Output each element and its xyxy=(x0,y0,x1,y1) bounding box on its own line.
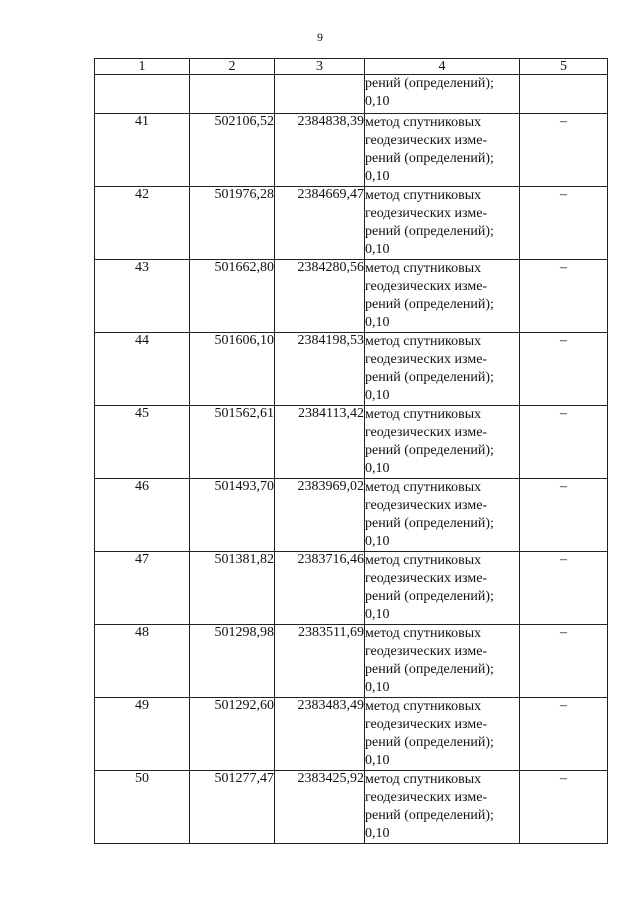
coordinate-x: 501277,47 xyxy=(190,771,275,844)
method-line: 0,10 xyxy=(365,169,390,184)
continuation-row xyxy=(95,75,608,114)
method-line: геодезических изме- xyxy=(365,206,488,221)
method-description xyxy=(365,187,520,260)
page-number: 9 xyxy=(317,30,323,44)
coordinate-y: 2383511,69 xyxy=(275,625,365,698)
method-line: метод спутниковых xyxy=(365,480,482,495)
coordinate-x: 502106,52 xyxy=(190,114,275,187)
method-line: 0,10 xyxy=(365,607,390,622)
method-description xyxy=(365,406,520,479)
point-number: 50 xyxy=(95,771,190,844)
method-line: рений (определений); xyxy=(365,224,494,239)
method-line: метод спутниковых xyxy=(365,115,482,130)
coordinate-y: 2383425,92 xyxy=(275,771,365,844)
column-header-note: 5 xyxy=(520,59,608,75)
coordinate-y: 2383969,02 xyxy=(275,479,365,552)
note-dash: – xyxy=(520,771,608,844)
continuation-cell-note xyxy=(520,75,608,114)
method-line: метод спутниковых xyxy=(365,626,482,641)
method-line: 0,10 xyxy=(365,461,390,476)
coordinate-y: 2384280,56 xyxy=(275,260,365,333)
method-description xyxy=(365,698,520,771)
table-row xyxy=(95,114,608,187)
method-description xyxy=(365,771,520,844)
coordinate-x: 501976,28 xyxy=(190,187,275,260)
note-dash: – xyxy=(520,406,608,479)
method-line: рений (определений); xyxy=(365,297,494,312)
method-line: геодезических изме- xyxy=(365,790,488,805)
method-line: метод спутниковых xyxy=(365,553,482,568)
method-line: геодезических изме- xyxy=(365,425,488,440)
continuation-cell-x xyxy=(190,75,275,114)
method-line: рений (определений); xyxy=(365,662,494,677)
coordinate-x: 501292,60 xyxy=(190,698,275,771)
method-line: рений (определений); xyxy=(365,370,494,385)
method-description xyxy=(365,552,520,625)
continuation-method xyxy=(365,75,520,114)
note-dash: – xyxy=(520,698,608,771)
method-line: рений (определений); xyxy=(365,516,494,531)
note-dash: – xyxy=(520,260,608,333)
table-row xyxy=(95,260,608,333)
note-dash: – xyxy=(520,479,608,552)
continuation-cell-y xyxy=(275,75,365,114)
point-number: 48 xyxy=(95,625,190,698)
note-dash: – xyxy=(520,625,608,698)
table-row xyxy=(95,479,608,552)
method-line: 0,10 xyxy=(365,534,390,549)
table-row xyxy=(95,333,608,406)
continuation-method-line: 0,10 xyxy=(365,94,390,109)
coordinate-y: 2384669,47 xyxy=(275,187,365,260)
method-line: метод спутниковых xyxy=(365,699,482,714)
coordinate-x: 501381,82 xyxy=(190,552,275,625)
note-dash: – xyxy=(520,333,608,406)
method-description xyxy=(365,625,520,698)
table-row xyxy=(95,698,608,771)
column-header-number: 1 xyxy=(95,59,190,75)
coordinate-y: 2383483,49 xyxy=(275,698,365,771)
method-description xyxy=(365,479,520,552)
method-line: рений (определений); xyxy=(365,589,494,604)
coordinate-x: 501562,61 xyxy=(190,406,275,479)
table-row xyxy=(95,187,608,260)
coordinate-y: 2384198,53 xyxy=(275,333,365,406)
point-number: 42 xyxy=(95,187,190,260)
point-number: 49 xyxy=(95,698,190,771)
method-line: геодезических изме- xyxy=(365,498,488,513)
point-number: 43 xyxy=(95,260,190,333)
method-line: метод спутниковых xyxy=(365,188,482,203)
coordinate-x: 501662,80 xyxy=(190,260,275,333)
method-line: рений (определений); xyxy=(365,443,494,458)
method-line: рений (определений); xyxy=(365,151,494,166)
coordinate-y: 2383716,46 xyxy=(275,552,365,625)
point-number: 41 xyxy=(95,114,190,187)
column-header-method: 4 xyxy=(365,59,520,75)
method-line: 0,10 xyxy=(365,680,390,695)
method-line: метод спутниковых xyxy=(365,772,482,787)
coordinates-table xyxy=(94,58,608,844)
method-line: геодезических изме- xyxy=(365,644,488,659)
point-number: 44 xyxy=(95,333,190,406)
table-header-row xyxy=(95,59,608,75)
note-dash: – xyxy=(520,187,608,260)
note-dash: – xyxy=(520,552,608,625)
method-line: геодезических изме- xyxy=(365,717,488,732)
table-row xyxy=(95,771,608,844)
method-line: геодезических изме- xyxy=(365,571,488,586)
coordinate-y: 2384838,39 xyxy=(275,114,365,187)
column-header-x: 2 xyxy=(190,59,275,75)
coordinate-x: 501606,10 xyxy=(190,333,275,406)
table-row xyxy=(95,406,608,479)
table-row xyxy=(95,625,608,698)
method-line: геодезических изме- xyxy=(365,352,488,367)
coordinate-x: 501493,70 xyxy=(190,479,275,552)
continuation-cell-number xyxy=(95,75,190,114)
point-number: 47 xyxy=(95,552,190,625)
point-number: 45 xyxy=(95,406,190,479)
method-line: метод спутниковых xyxy=(365,261,482,276)
coordinate-y: 2384113,42 xyxy=(275,406,365,479)
method-description xyxy=(365,333,520,406)
method-line: рений (определений); xyxy=(365,808,494,823)
method-line: геодезических изме- xyxy=(365,279,488,294)
method-line: 0,10 xyxy=(365,242,390,257)
method-line: рений (определений); xyxy=(365,735,494,750)
continuation-method-line: рений (определений); xyxy=(365,76,494,91)
note-dash: – xyxy=(520,114,608,187)
point-number: 46 xyxy=(95,479,190,552)
table-row xyxy=(95,552,608,625)
method-line: 0,10 xyxy=(365,388,390,403)
method-line: 0,10 xyxy=(365,826,390,841)
column-header-y: 3 xyxy=(275,59,365,75)
method-description xyxy=(365,260,520,333)
method-line: геодезических изме- xyxy=(365,133,488,148)
method-line: 0,10 xyxy=(365,315,390,330)
method-description xyxy=(365,114,520,187)
method-line: 0,10 xyxy=(365,753,390,768)
method-line: метод спутниковых xyxy=(365,334,482,349)
method-line: метод спутниковых xyxy=(365,407,482,422)
coordinate-x: 501298,98 xyxy=(190,625,275,698)
